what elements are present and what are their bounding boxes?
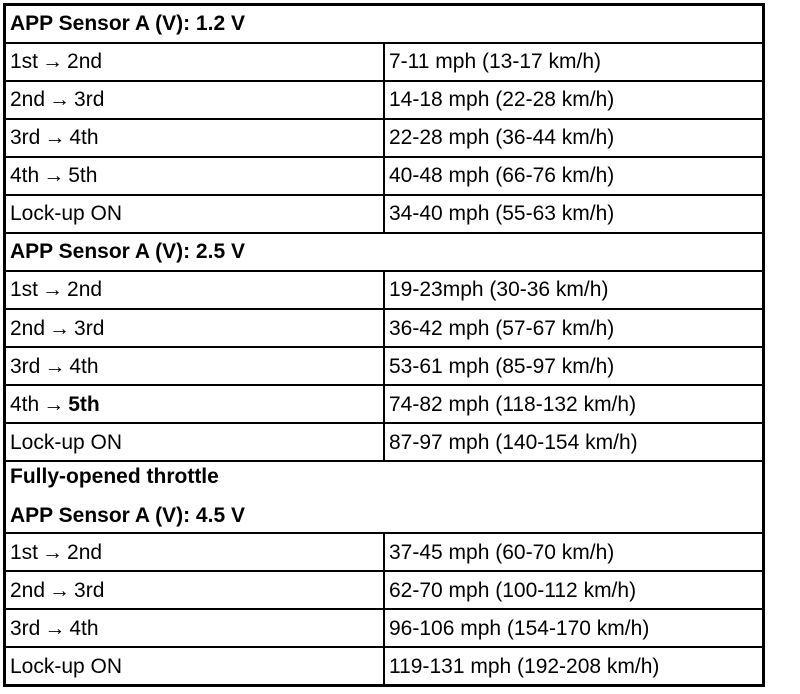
right-arrow-icon: → xyxy=(43,392,65,416)
table-row xyxy=(5,647,764,685)
right-arrow-icon: → xyxy=(43,164,65,188)
shift-speed-cell: 37-45 mph (60-70 km/h) xyxy=(384,533,764,571)
section-heading: APP Sensor A (V): 4.5 V xyxy=(10,504,245,528)
shift-to: 2nd xyxy=(67,50,103,74)
shift-label-cell xyxy=(5,347,385,385)
shift-to: 5th xyxy=(68,392,100,416)
shift-to: 4th xyxy=(69,354,99,378)
shift-to: 2nd xyxy=(67,540,103,564)
shift-label-cell xyxy=(5,571,385,609)
shift-speed-cell: 40-48 mph (66-76 km/h) xyxy=(384,157,764,195)
table-row xyxy=(5,609,764,647)
shift-label-cell xyxy=(5,271,385,309)
shift-speed-table xyxy=(3,3,765,687)
table-row xyxy=(5,347,764,385)
table-row xyxy=(5,385,764,423)
table-row xyxy=(5,309,764,347)
right-arrow-icon: → xyxy=(49,578,71,602)
table-row xyxy=(5,271,764,309)
section-heading-row xyxy=(5,233,764,271)
shift-from: 1st xyxy=(10,540,39,564)
right-arrow-icon: → xyxy=(42,278,64,302)
shift-to: 5th xyxy=(68,164,98,188)
right-arrow-icon: → xyxy=(49,316,71,340)
right-arrow-icon: → xyxy=(44,354,66,378)
shift-speed-cell: 96-106 mph (154-170 km/h) xyxy=(384,609,764,647)
shift-to: 4th xyxy=(69,126,99,150)
shift-from: 4th xyxy=(10,164,40,188)
shift-to: 2nd xyxy=(67,278,103,302)
shift-speed-cell: 74-82 mph (118-132 km/h) xyxy=(384,385,764,423)
shift-to: 3rd xyxy=(74,578,105,602)
shift-speed-cell: 14-18 mph (22-28 km/h) xyxy=(384,81,764,119)
section-pre-heading: Fully-opened throttle xyxy=(10,465,219,489)
shift-speed-cell: 119-131 mph (192-208 km/h) xyxy=(384,647,764,685)
right-arrow-icon: → xyxy=(44,126,66,150)
shift-speed-cell: 87-97 mph (140-154 km/h) xyxy=(384,423,764,461)
shift-to: 4th xyxy=(69,616,99,640)
shift-speed-cell: 36-42 mph (57-67 km/h) xyxy=(384,309,764,347)
shift-label-cell xyxy=(5,119,385,157)
shift-label-cell xyxy=(5,157,385,195)
shift-from: 2nd xyxy=(10,88,46,112)
shift-from: 1st xyxy=(10,50,39,74)
section-heading-cell xyxy=(5,5,764,43)
shift-from: 2nd xyxy=(10,578,46,602)
right-arrow-icon: → xyxy=(42,50,64,74)
shift-label-cell xyxy=(5,533,385,571)
shift-label-cell xyxy=(5,43,385,81)
shift-speed-table-body xyxy=(5,5,764,686)
shift-from: 3rd xyxy=(10,354,41,378)
shift-label-cell xyxy=(5,385,385,423)
table-row xyxy=(5,571,764,609)
table-row xyxy=(5,81,764,119)
section-heading-cell xyxy=(5,461,764,533)
shift-label-cell xyxy=(5,647,385,685)
shift-speed-cell: 22-28 mph (36-44 km/h) xyxy=(384,119,764,157)
section-heading-row xyxy=(5,5,764,43)
shift-from: Lock-up ON xyxy=(10,202,123,226)
shift-from: Lock-up ON xyxy=(10,430,123,454)
section-heading: APP Sensor A (V): 2.5 V xyxy=(10,240,245,264)
table-row xyxy=(5,43,764,81)
shift-from: 4th xyxy=(10,392,40,416)
right-arrow-icon: → xyxy=(49,88,71,112)
shift-from: 1st xyxy=(10,278,39,302)
table-row xyxy=(5,195,764,233)
table-row xyxy=(5,119,764,157)
shift-label-cell xyxy=(5,609,385,647)
shift-speed-cell: 53-61 mph (85-97 km/h) xyxy=(384,347,764,385)
shift-to: 3rd xyxy=(74,88,105,112)
table-row xyxy=(5,423,764,461)
section-heading: APP Sensor A (V): 1.2 V xyxy=(10,12,245,36)
shift-speed-cell: 19-23mph (30-36 km/h) xyxy=(384,271,764,309)
shift-from: 3rd xyxy=(10,126,41,150)
shift-speed-cell: 34-40 mph (55-63 km/h) xyxy=(384,195,764,233)
table-row xyxy=(5,533,764,571)
shift-from: Lock-up ON xyxy=(10,654,123,678)
shift-speed-cell: 62-70 mph (100-112 km/h) xyxy=(384,571,764,609)
shift-to: 3rd xyxy=(74,316,105,340)
shift-speed-cell: 7-11 mph (13-17 km/h) xyxy=(384,43,764,81)
section-heading-row xyxy=(5,461,764,533)
shift-label-cell xyxy=(5,81,385,119)
table-row xyxy=(5,157,764,195)
shift-label-cell xyxy=(5,309,385,347)
shift-from: 3rd xyxy=(10,616,41,640)
shift-label-cell xyxy=(5,423,385,461)
right-arrow-icon: → xyxy=(42,540,64,564)
section-heading-cell xyxy=(5,233,764,271)
shift-label-cell xyxy=(5,195,385,233)
shift-from: 2nd xyxy=(10,316,46,340)
right-arrow-icon: → xyxy=(44,616,66,640)
